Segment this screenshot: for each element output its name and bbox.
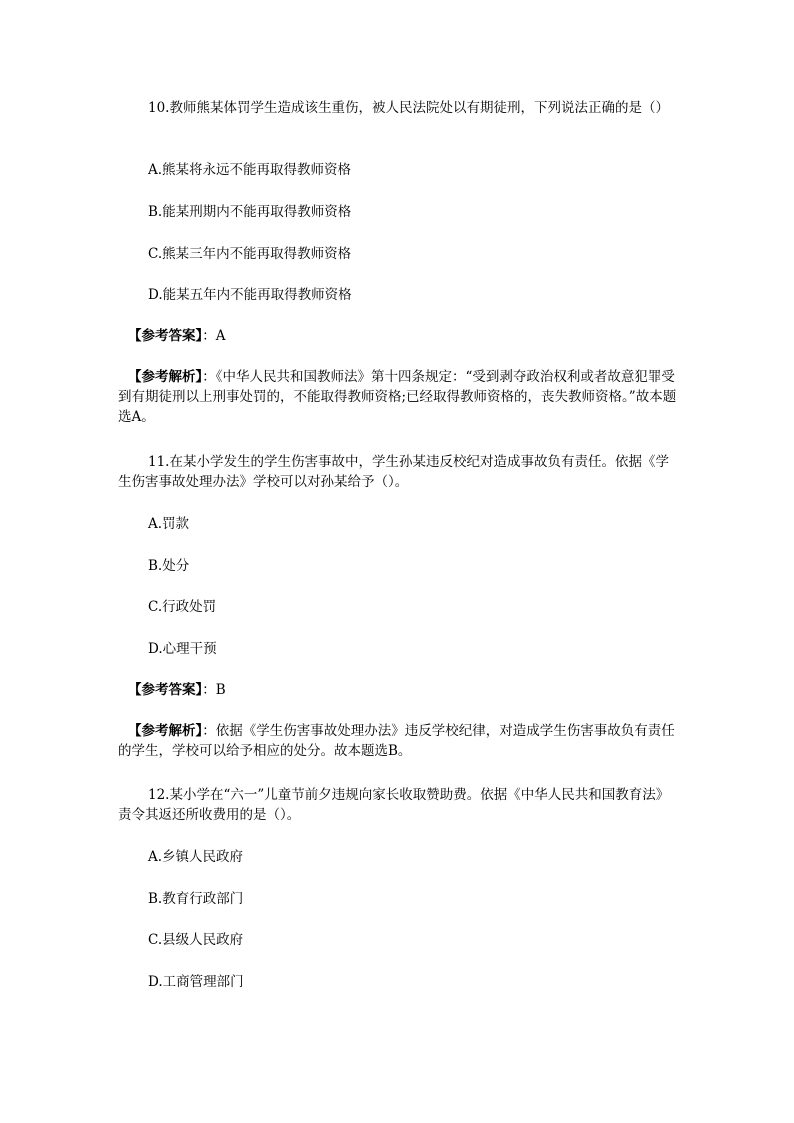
question-12-option-a: A.乡镇人民政府 [148, 849, 244, 865]
answer-label: 【参考答案】 [128, 682, 203, 698]
analysis-text: ：《中华人民共和国教师法》第十四条规定：“受到剥夺政治权利或者故意犯罪受到有期徒刑以上刑事处罚的，不能取得教师资格;已经取得教师资格的，丧失教师资格。”故本题选A。 [118, 369, 677, 425]
answer-value: ：B [202, 682, 226, 698]
question-11-stem [118, 452, 678, 492]
question-10-analysis [118, 367, 678, 427]
question-10-option-d: D.能某五年内不能再取得教师资格 [148, 287, 352, 303]
question-12-stem [118, 785, 678, 825]
question-11-option-b: B.处分 [148, 558, 190, 574]
question-10-answer [118, 326, 226, 346]
question-11-stem-text: 11.在某小学发生的学生伤害事故中，学生孙某违反校纪对造成事故负有责任。依据《学生伤害事故处理办法》学校可以对孙某给予（）。 [118, 454, 669, 490]
question-10-option-b: B.能某刑期内不能再取得教师资格 [148, 204, 352, 220]
answer-value: ：A [202, 328, 226, 344]
question-11-option-a: A.罚款 [148, 516, 190, 532]
answer-label: 【参考答案】 [128, 328, 203, 344]
question-10-option-c: C.熊某三年内不能再取得教师资格 [148, 246, 352, 262]
question-11-analysis [118, 721, 678, 761]
question-10-option-a: A.熊某将永远不能再取得教师资格 [148, 162, 352, 178]
analysis-text: ：依据《学生伤害事故处理办法》违反学校纪律，对造成学生伤害事故负有责任的学生，学校可以给予相应的处分。故本题选B。 [118, 723, 675, 759]
question-12-option-d: D.工商管理部门 [148, 974, 244, 990]
question-12-option-b: B.教育行政部门 [148, 891, 244, 907]
question-11-answer [118, 680, 226, 700]
analysis-label: 【参考解析】 [128, 369, 203, 385]
question-11-option-d: D.心理干预 [148, 641, 217, 657]
question-12-stem-text: 12.某小学在“六一”儿童节前夕违规向家长收取赞助费。依据《中华人民共和国教育法》责令其返还所收费用的是（）。 [118, 787, 670, 823]
question-10-stem-text: 10.教师熊某体罚学生造成该生重伤，被人民法院处以有期徒刑，下列说法正确的是（） [148, 100, 669, 116]
analysis-label: 【参考解析】 [128, 723, 203, 739]
question-10-stem [118, 98, 678, 118]
question-12-option-c: C.县级人民政府 [148, 932, 244, 948]
question-11-option-c: C.行政处罚 [148, 599, 217, 615]
